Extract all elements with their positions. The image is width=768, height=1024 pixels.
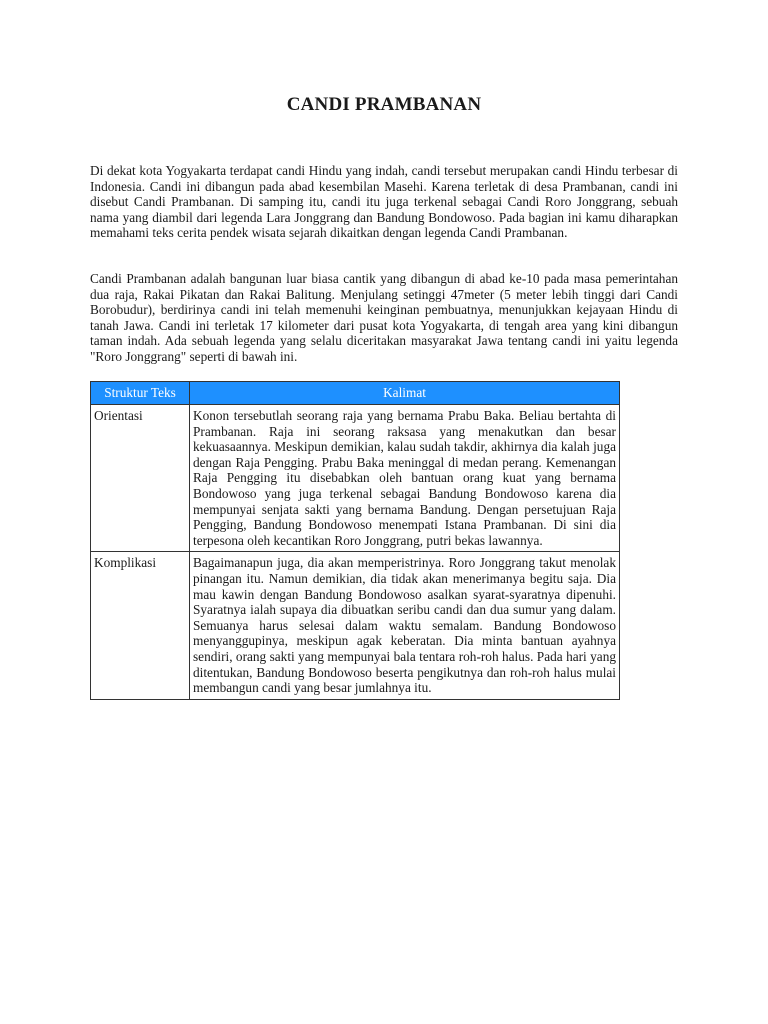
document-title: CANDI PRAMBANAN xyxy=(286,94,482,115)
table-header-row xyxy=(91,382,620,405)
description-paragraph: Candi Prambanan adalah bangunan luar biasa cantik yang dibangun di abad ke-10 pada masa pemerintahan dua raja, Rakai Pikatan dan Rakai Balitung. Menjulang setinggi 47meter (5 meter lebih tinggi dari Candi Borobudur), berdirinya candi ini telah memenuhi keinginan pembuatnya, menunjukkan kejayaan Hindu di tanah Jawa. Candi ini terletak 17 kilometer dari pusat kota Yogyakarta, di tengah area yang kini dibangun taman indah. Ada sebuah legenda yang selalu diceritakan masyarakat Jawa tentang candi ini yaitu legenda "Roro Jonggrang" seperti di bawah ini. xyxy=(90,271,678,364)
header-kalimat: Kalimat xyxy=(190,382,620,405)
intro-paragraph: Di dekat kota Yogyakarta terdapat candi Hindu yang indah, candi tersebut merupakan candi Hindu terbesar di Indonesia. Candi ini dibangun pada abad kesembilan Masehi. Karena terletak di desa Prambanan, candi ini disebut Candi Prambanan. Di samping itu, candi itu juga terkenal sebagai Candi Roro Jonggrang, sebuah nama yang diambil dari legenda Lara Jonggrang dan Bandung Bondowoso. Pada bagian ini kamu diharapkan memahami teks cerita pendek wisata sejarah dikaitkan dengan legenda Candi Prambanan. xyxy=(90,163,678,241)
struktur-cell: Orientasi xyxy=(91,405,190,552)
struktur-cell: Komplikasi xyxy=(91,552,190,699)
header-struktur-teks: Struktur Teks xyxy=(91,382,190,405)
text-structure-table xyxy=(90,381,620,700)
table-row xyxy=(91,405,620,552)
kalimat-cell: Konon tersebutlah seorang raja yang bernama Prabu Baka. Beliau bertahta di Prambanan. Raja ini seorang raksasa yang menakutkan dan besar kekuasaannya. Meskipun demikian, kalau sudah takdir, akhirnya dia kalah juga dengan Raja Pengging. Prabu Baka meninggal di medan perang. Kemenangan Raja Pengging itu disebabkan oleh bantuan orang kuat yang bernama Bondowoso yang juga terkenal sebagai Bandung Bondowoso karena dia mempunyai senjata sakti yang bernama Bandung. Dengan persetujuan Raja Pengging, Bandung Bondowoso menempati Istana Prambanan. Di sini dia terpesona oleh kecantikan Roro Jonggrang, putri bekas lawannya. xyxy=(190,405,620,552)
table-row xyxy=(91,552,620,699)
kalimat-cell: Bagaimanapun juga, dia akan memperistrinya. Roro Jonggrang takut menolak pinangan itu. Namun demikian, dia tidak akan menerimanya begitu saja. Dia mau kawin dengan Bandung Bondowoso asalkan syarat-syaratnya dipenuhi. Syaratnya ialah supaya dia dibuatkan seribu candi dan dua sumur yang dalam. Semuanya harus selesai dalam waktu semalam. Bandung Bondowoso menyanggupinya, meskipun agak keberatan. Dia minta bantuan ayahnya sendiri, orang sakti yang mempunyai bala tentara roh-roh halus. Pada hari yang ditentukan, Bandung Bondowoso beserta pengikutnya dan roh-roh halus mulai membangun candi yang besar jumlahnya itu. xyxy=(190,552,620,699)
